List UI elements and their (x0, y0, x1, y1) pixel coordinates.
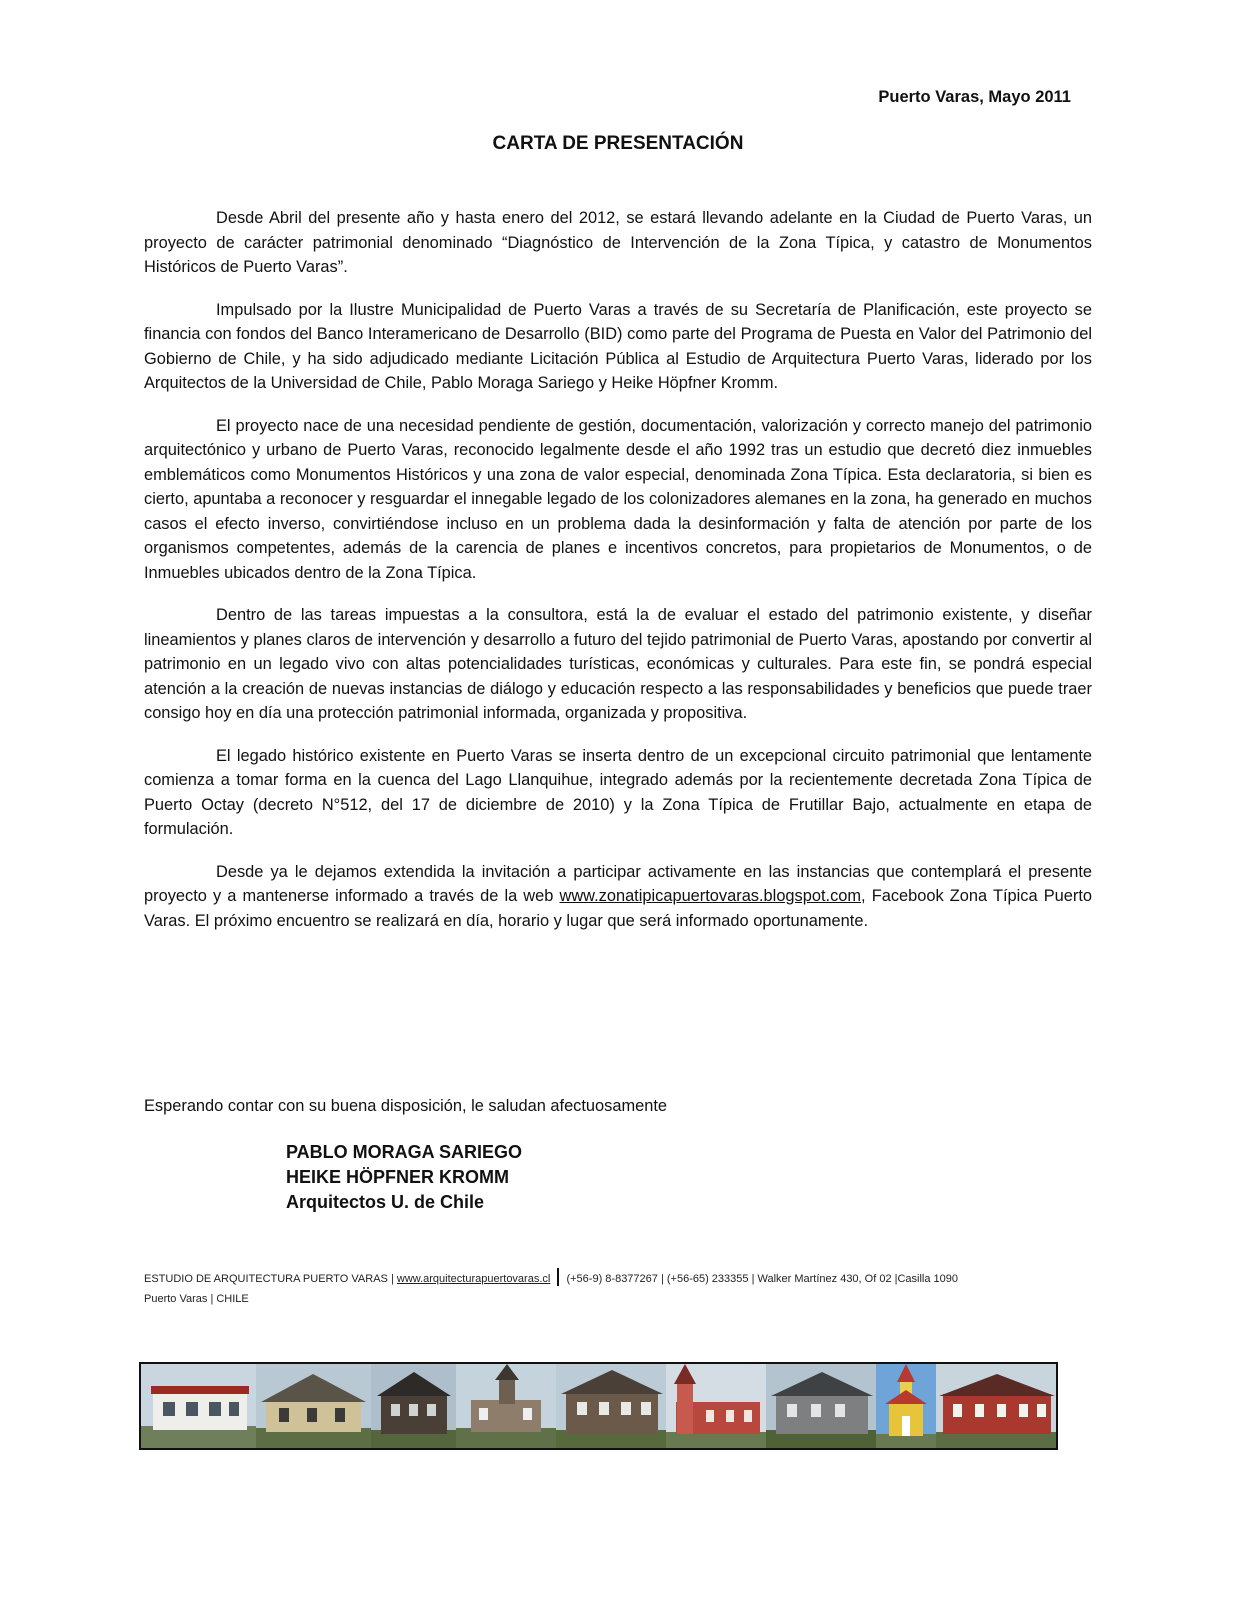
footer-studio-name: ESTUDIO DE ARQUITECTURA PUERTO VARAS (144, 1273, 388, 1285)
footer-divider-bar (557, 1268, 559, 1286)
signer-name-1: PABLO MORAGA SARIEGO (286, 1142, 523, 1162)
closing-line: Esperando contar con su buena disposición, le saludan afectuosamente (144, 1097, 668, 1115)
photo-1-white-house (141, 1364, 256, 1448)
photo-3-dark-wood-house (371, 1364, 456, 1448)
footer-city: Puerto Varas | CHILE (144, 1293, 249, 1305)
paragraph-2: Impulsado por la Ilustre Municipalidad de Puerto Varas a través de su Secretaría de Planificación, este proyecto se financia con fondos del Banco Interamericano de Desarrollo (BID) como parte del Programa de Puesta en Valor del Patrimonio del Gobierno de Chile, y ha sido adjudicado mediante Licitación Pública al Estudio de Arquitectura Puerto Varas, liderado por los Arquitectos de la Universidad de Chile, Pablo Moraga Sariego y Heike Höpfner Kromm. (144, 300, 1092, 392)
paragraph-6-text-end: , Facebook Zona Típica Puerto Varas. El próximo encuentro se realizará en día, horario y lugar que será informado oportunamente. (144, 887, 1092, 930)
photo-6-red-church (666, 1364, 766, 1448)
heritage-photo-strip (139, 1362, 1058, 1450)
letter-title: CARTA DE PRESENTACIÓN (492, 133, 744, 154)
signer-role: Arquitectos U. de Chile (286, 1192, 485, 1212)
heritage-buildings-illustration (141, 1364, 1056, 1448)
paragraph-4: Dentro de las tareas impuestas a la consultora, está la de evaluar el estado del patrimonio existente, y diseñar lineamientos y planes claros de intervención y desarrollo a futuro del tejido patrimonial de Puerto Varas, apostando por convertir al patrimonio en un legado vivo con altas potencialidades turísticas, económicas y culturales. Para este fin, se pondrá especial atención a la creación de nuevas instancias de diálogo y educación respecto a las responsabilidades y beneficios que puede traer consigo hoy en día una protección patrimonial informada, organizada y propositiva. (144, 606, 1092, 722)
paragraph-6-text-start: Desde ya le dejamos extendida la invitación a participar activamente en las instancias que contemplará el presente proyecto y a mantenerse informado a través de la web (144, 862, 1092, 905)
letter-body (144, 206, 1092, 951)
paragraph-6 (144, 860, 1092, 934)
signer-name-2: HEIKE HÖPFNER KROMM (286, 1167, 510, 1187)
photo-7-grey-house (766, 1364, 876, 1448)
footer-website-link[interactable]: www.arquitecturapuertovaras.cl (396, 1273, 551, 1285)
paragraph-3: El proyecto nace de una necesidad pendiente de gestión, documentación, valorización y correcto manejo del patrimonio arquitectónico y urbano de Puerto Varas, reconocido legalmente desde el año 1992 tras un estudio que decretó diez inmuebles emblemáticos como Monumentos Históricos y una zona de valor especial, denominada Zona Típica. Esta declaratoria, si bien es cierto, apuntaba a reconocer y resguardar el innegable legado de los colonizadores alemanes en la zona, ha generado en muchos casos el efecto inverso, convirtiéndose incluso en un problema dada la desinformación y falta de atención por parte de los organismos competentes, además de la carencia de planes e incentivos concretos, para propietarios de Monumentos, o de Inmuebles ubicados dentro de la Zona Típica. (144, 416, 1092, 582)
letter-date: Puerto Varas, Mayo 2011 (878, 88, 1071, 106)
letterhead-footer (144, 1268, 1104, 1309)
paragraph-5: El legado histórico existente en Puerto Varas se inserta dentro de un excepcional circuito patrimonial que lentamente comienza a tomar forma en la cuenca del Lago Llanquihue, integrado además por la recientemente decretada Zona Típica de Puerto Octay (decreto N°512, del 17 de diciembre de 2010) y la Zona Típica de Frutillar Bajo, actualmente en etapa de formulación. (144, 746, 1092, 838)
photo-2-beige-house (256, 1364, 371, 1448)
footer-separator: | (390, 1273, 397, 1285)
photo-8-yellow-chapel (876, 1364, 936, 1448)
photo-9-red-building (936, 1364, 1056, 1448)
footer-contact: (+56-9) 8-8377267 | (+56-65) 233355 | Walker Martínez 430, Of 02 |Casilla 1090 (566, 1273, 959, 1285)
signature-block (286, 1140, 522, 1215)
blog-link[interactable]: www.zonatipicapuertovaras.blogspot.com (559, 887, 862, 905)
photo-4-tower-house (456, 1364, 556, 1448)
footer-line-1 (144, 1268, 1104, 1289)
photo-5-shingled-house (556, 1364, 666, 1448)
paragraph-1: Desde Abril del presente año y hasta enero del 2012, se estará llevando adelante en la Ciudad de Puerto Varas, un proyecto de carácter patrimonial denominado “Diagnóstico de Intervención de la Zona Típica, y catastro de Monumentos Históricos de Puerto Varas”. (144, 209, 1092, 276)
